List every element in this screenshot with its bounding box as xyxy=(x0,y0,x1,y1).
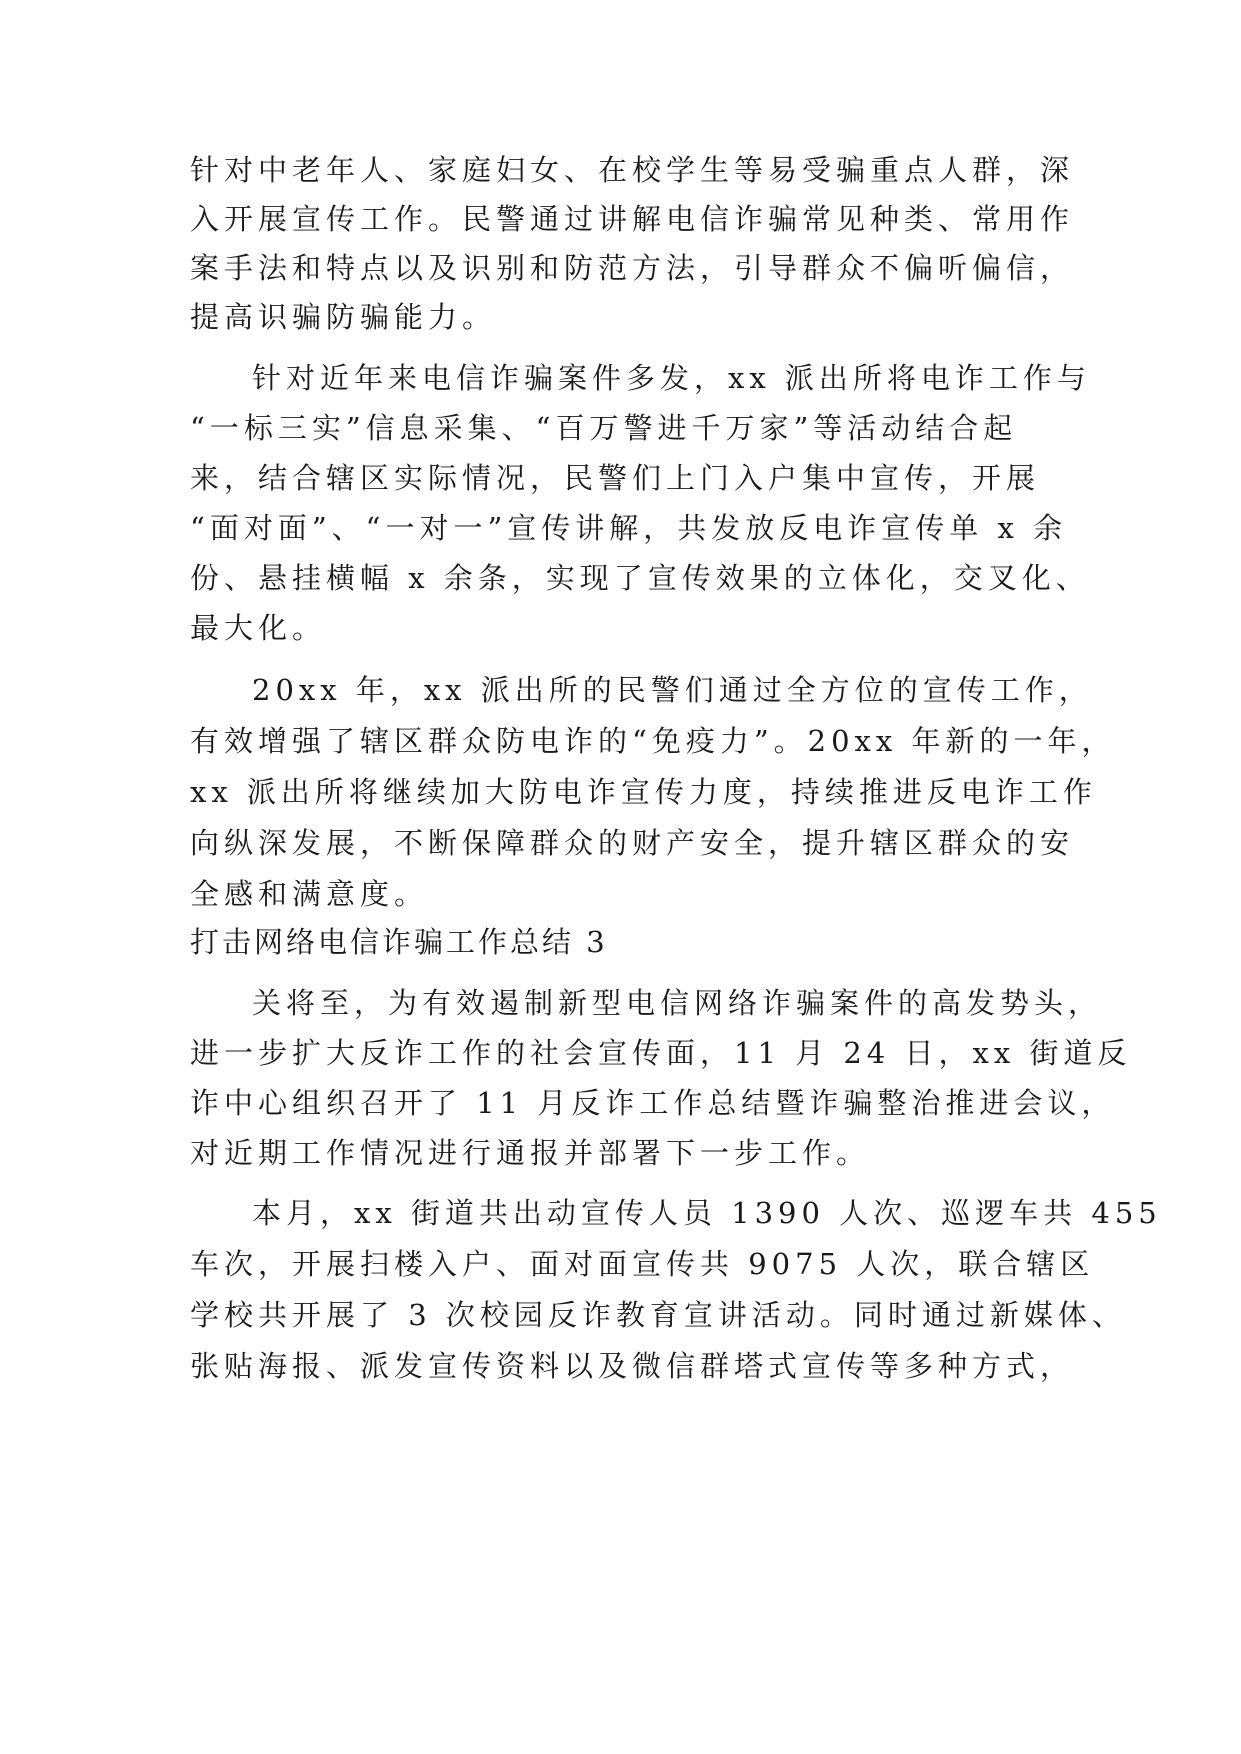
paragraph-line: 最大化。 xyxy=(190,611,327,645)
paragraph-line: “面对面”、“一对一”宣传讲解，共发放反电诈宣传单 x 余 xyxy=(190,511,1068,545)
paragraph-line: xx 派出所将继续加大防电诈宣传力度，持续推进反电诈工作 xyxy=(190,775,1097,809)
paragraph-line: “一标三实”信息采集、“百万警进千万家”等活动结合起 xyxy=(190,411,1018,445)
paragraph-line: 诈中心组织召开了 11 月反诈工作总结暨诈骗整治推进会议， xyxy=(190,1086,1116,1120)
paragraph-line: 针对中老年人、家庭妇女、在校学生等易受骗重点人群，深 xyxy=(190,153,1075,187)
paragraph-line: 来，结合辖区实际情况，民警们上门入户集中宣传，开展 xyxy=(190,461,1041,495)
paragraph-line: 对近期工作情况进行通报并部署下一步工作。 xyxy=(190,1136,871,1170)
paragraph-line: 全感和满意度。 xyxy=(190,877,429,911)
paragraph-line: 向纵深发展，不断保障群众的财产安全，提升辖区群众的安 xyxy=(190,826,1075,860)
paragraph-line: 提高识骗防骗能力。 xyxy=(190,300,497,334)
paragraph-line: 关将至，为有效遏制新型电信网络诈骗案件的高发势头， xyxy=(252,986,1103,1020)
paragraph-line: 份、悬挂横幅 x 余条，实现了宣传效果的立体化，交叉化、 xyxy=(190,561,1090,595)
paragraph-line: 学校共开展了 3 次校园反诈教育宣讲活动。同时通过新媒体、 xyxy=(190,1298,1126,1332)
paragraph-line: 车次，开展扫楼入户、面对面宣传共 9075 人次，联合辖区 xyxy=(190,1247,1095,1281)
paragraph-line: 案手法和特点以及识别和防范方法，引导群众不偏听偏信， xyxy=(190,251,1075,285)
paragraph-line: 针对近年来电信诈骗案件多发，xx 派出所将电诈工作与 xyxy=(252,361,1091,395)
section-heading: 打击网络电信诈骗工作总结 3 xyxy=(190,925,608,959)
paragraph-line: 进一步扩大反诈工作的社会宣传面，11 月 24 日，xx 街道反 xyxy=(190,1036,1132,1070)
paragraph-line: 本月，xx 街道共出动宣传人员 1390 人次、巡逻车共 455 xyxy=(252,1196,1162,1230)
paragraph-line: 有效增强了辖区群众防电诈的“免疫力”。20xx 年新的一年， xyxy=(190,724,1116,758)
paragraph-line: 张贴海报、派发宣传资料以及微信群塔式宣传等多种方式， xyxy=(190,1349,1075,1383)
paragraph-line: 入开展宣传工作。民警通过讲解电信诈骗常见种类、常用作 xyxy=(190,202,1075,236)
paragraph-line: 20xx 年，xx 派出所的民警们通过全方位的宣传工作， xyxy=(252,673,1093,707)
